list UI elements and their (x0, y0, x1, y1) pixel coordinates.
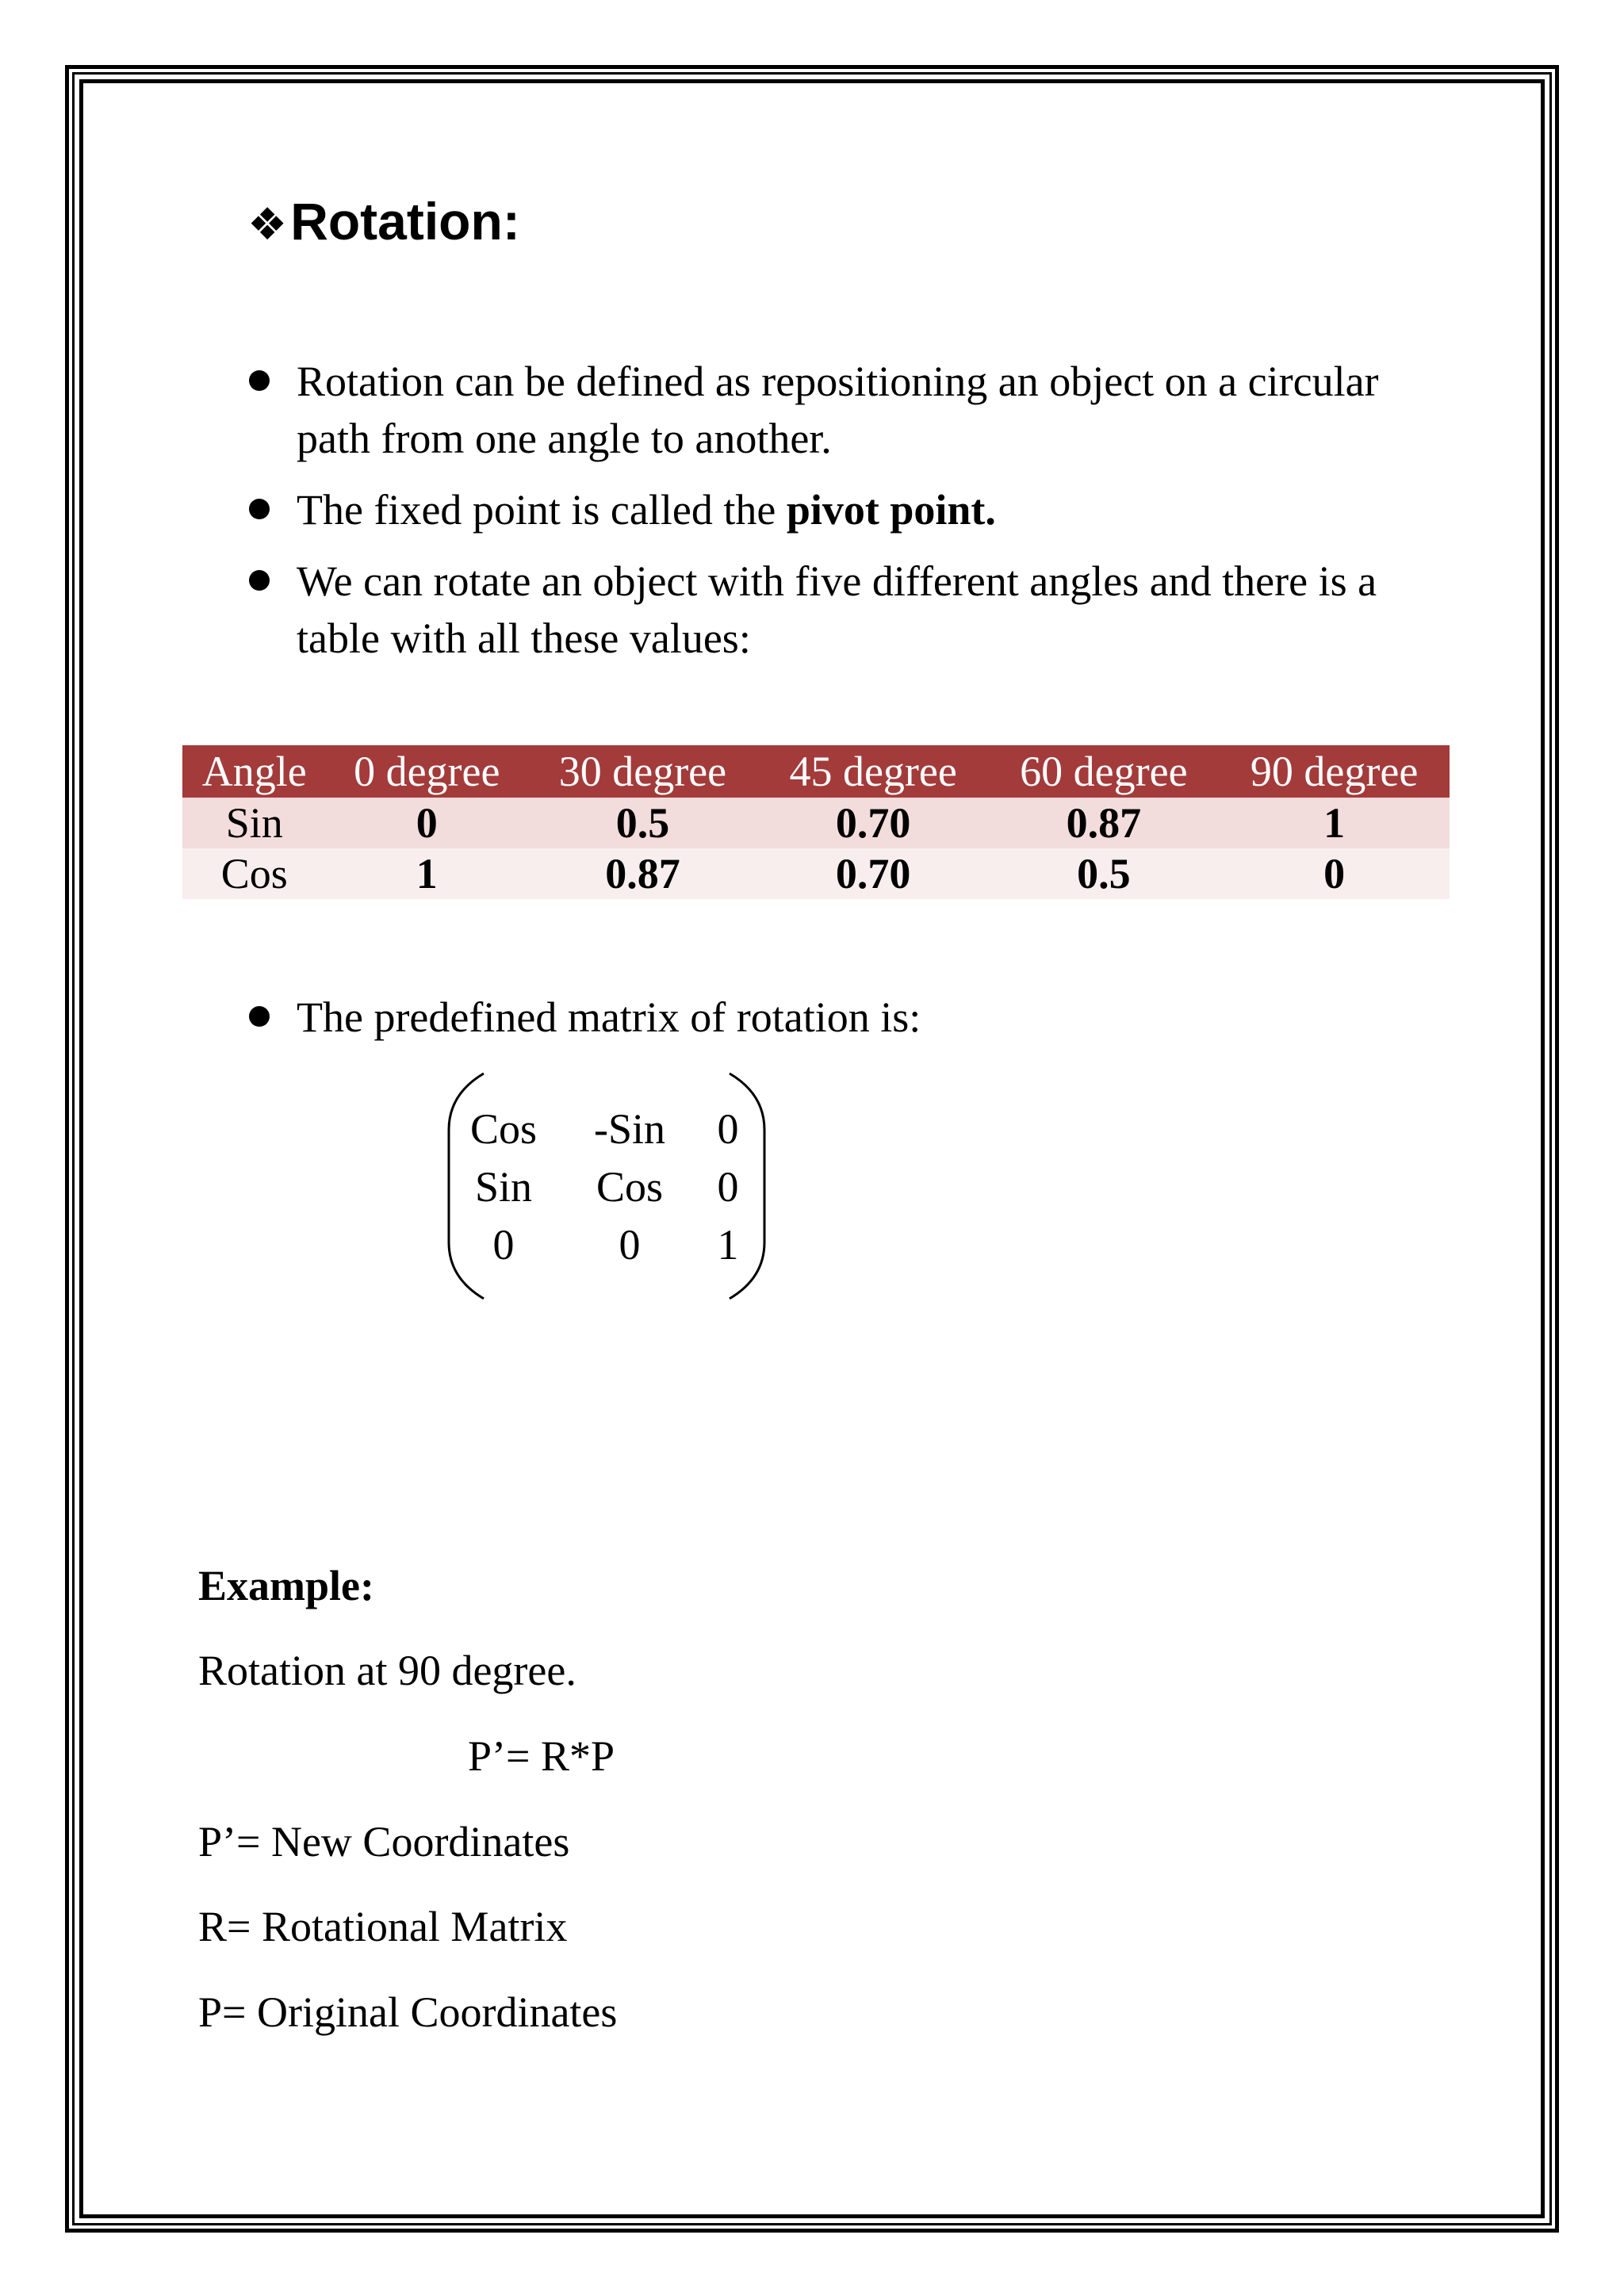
list-item (246, 481, 1435, 538)
table-row (182, 848, 1450, 899)
matrix-cell: Cos (469, 1105, 538, 1153)
table-header-row (182, 745, 1450, 798)
table-cell: 0.70 (758, 848, 989, 899)
example-line: R= Rotational Matrix (198, 1903, 568, 1950)
matrix-cell: Cos (596, 1163, 664, 1211)
table-cell: Cos (182, 848, 326, 899)
table-cell: 0.87 (989, 798, 1220, 848)
matrix-cell: Sin (474, 1163, 533, 1211)
list-item (246, 353, 1435, 467)
bullet-text: We can rotate an object with five different angles and there is a table with all these values: (297, 557, 1377, 662)
list-item (246, 989, 1435, 1046)
table-cell: 1 (1219, 798, 1450, 848)
matrix-cell: 1 (717, 1221, 739, 1269)
heading-text: Rotation: (290, 192, 520, 251)
table-cell: 0 (1219, 848, 1450, 899)
table-header-cell: 0 degree (326, 745, 527, 798)
matrix-bullet-list (246, 989, 1435, 1060)
table-cell: Sin (182, 798, 326, 848)
example-line: Rotation at 90 degree. (198, 1647, 576, 1694)
bullet-text: The predefined matrix of rotation is: (297, 993, 921, 1041)
example-line: P= Original Coordinates (198, 1988, 618, 2036)
table-header-cell: Angle (182, 745, 326, 798)
table-header-cell: 90 degree (1219, 745, 1450, 798)
bullet-dot-icon (249, 1006, 270, 1027)
matrix-cell: 0 (492, 1221, 515, 1269)
table-header-cell: 45 degree (758, 745, 989, 798)
trig-values-table (182, 745, 1450, 899)
rotation-matrix (444, 1070, 769, 1302)
table-header-cell: 30 degree (527, 745, 758, 798)
bullet-bold-term: pivot point. (786, 486, 996, 534)
bullet-text: Rotation can be defined as repositioning an object on a circular path from one angle to another. (297, 358, 1379, 462)
bullet-dot-icon (249, 570, 270, 591)
table-cell: 0 (326, 798, 527, 848)
table-cell: 0.5 (989, 848, 1220, 899)
intro-bullet-list (246, 353, 1435, 681)
section-heading (247, 190, 520, 253)
table-cell: 0.70 (758, 798, 989, 848)
table-header-cell: 60 degree (989, 745, 1220, 798)
table-cell: 0.87 (527, 848, 758, 899)
list-item (246, 553, 1435, 667)
table-cell: 0.5 (527, 798, 758, 848)
table-row (182, 798, 1450, 848)
matrix-cell: 0 (717, 1105, 739, 1153)
table-cell: 1 (326, 848, 527, 899)
matrix-cell: -Sin (593, 1105, 666, 1153)
bullet-text: The fixed point is called the (297, 486, 787, 534)
bullet-dot-icon (249, 499, 270, 519)
matrix-cell: 0 (619, 1221, 641, 1269)
bullet-dot-icon (249, 370, 270, 391)
example-title: Example: (198, 1562, 374, 1609)
matrix-cell: 0 (717, 1163, 739, 1211)
example-equation: P’= R*P (468, 1732, 615, 1780)
diamond-bullet-icon: ❖ (247, 199, 288, 249)
example-line: P’= New Coordinates (198, 1818, 570, 1866)
